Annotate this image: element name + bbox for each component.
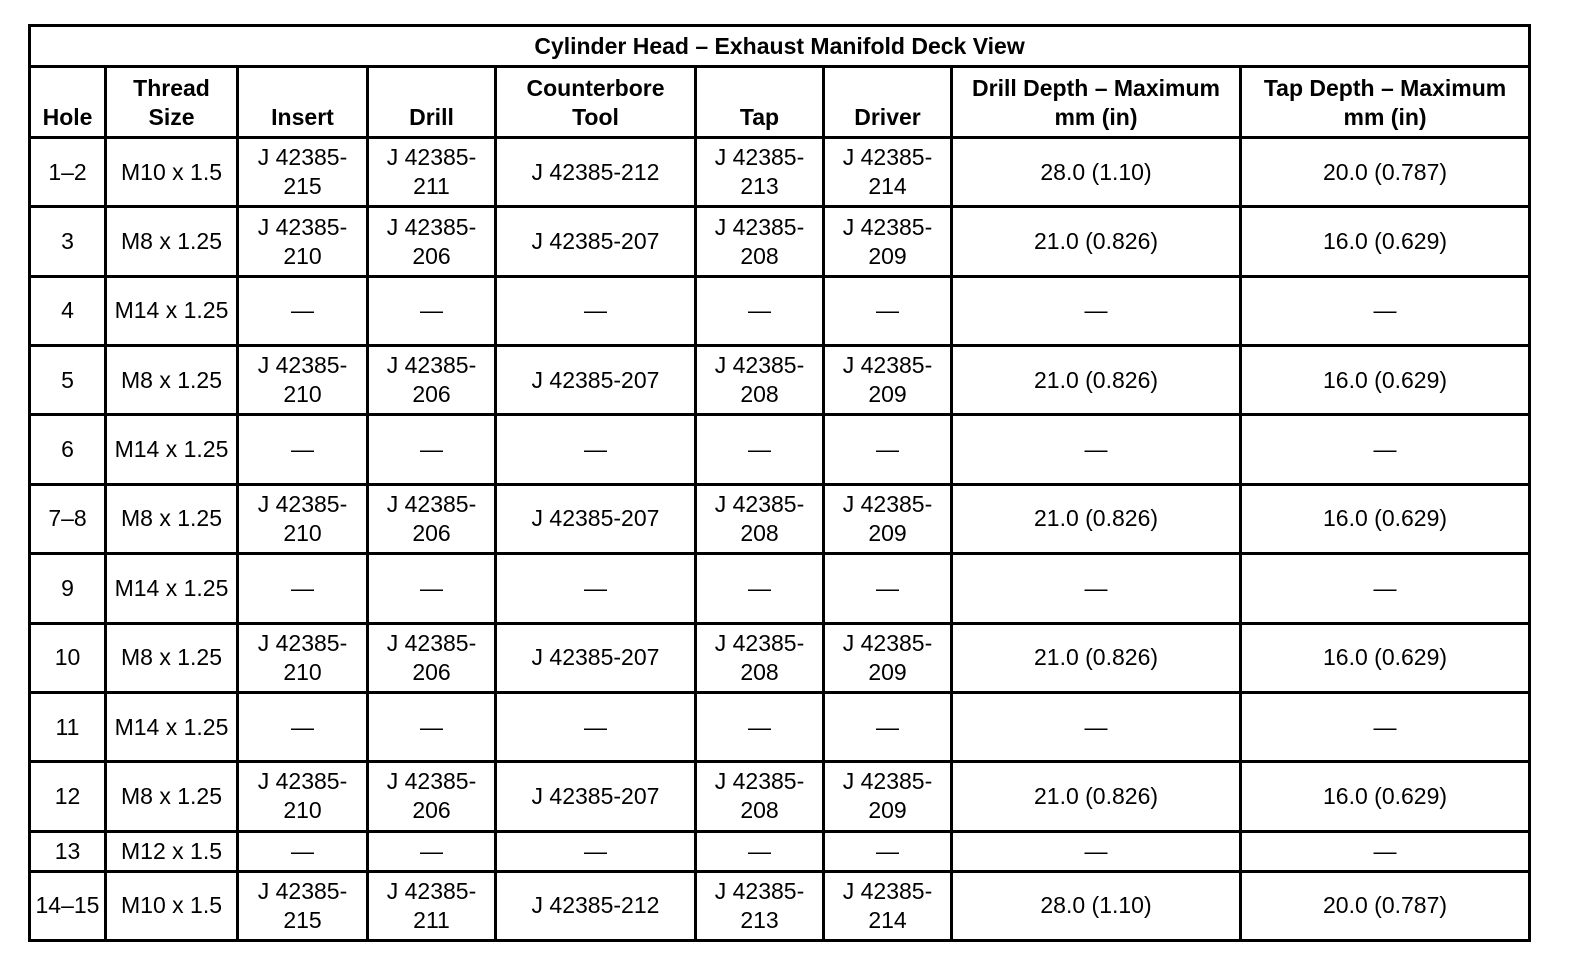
cell-hole: 11 — [30, 692, 106, 761]
cell-tap-depth: — — [1241, 692, 1530, 761]
cell-drill-depth: 28.0 (1.10) — [952, 138, 1241, 207]
cell-counterbore-tool: — — [496, 554, 696, 623]
cell-counterbore-tool: J 42385-207 — [496, 207, 696, 276]
cell-tap: J 42385-213 — [696, 871, 824, 940]
cell-counterbore-tool: J 42385-207 — [496, 484, 696, 553]
column-header-row — [30, 67, 1530, 138]
cell-hole: 7–8 — [30, 484, 106, 553]
cell-tap: — — [696, 831, 824, 871]
cell-drill-depth: 21.0 (0.826) — [952, 484, 1241, 553]
cell-insert: J 42385-215 — [238, 138, 368, 207]
cell-drill: — — [368, 831, 496, 871]
cell-drill-depth: 21.0 (0.826) — [952, 207, 1241, 276]
spec-table-frame — [28, 24, 1528, 942]
cell-driver: J 42385-209 — [824, 623, 952, 692]
cell-tap-depth: — — [1241, 831, 1530, 871]
cell-driver: J 42385-209 — [824, 762, 952, 831]
cell-tap: — — [696, 415, 824, 484]
cell-tap: J 42385-208 — [696, 762, 824, 831]
cell-tap-depth: 16.0 (0.629) — [1241, 207, 1530, 276]
cell-drill-depth: 28.0 (1.10) — [952, 871, 1241, 940]
cell-counterbore-tool: J 42385-207 — [496, 762, 696, 831]
cell-driver: — — [824, 276, 952, 345]
table-row — [30, 554, 1530, 623]
cell-drill-depth: — — [952, 554, 1241, 623]
cell-tap: J 42385-213 — [696, 138, 824, 207]
cell-tap-depth: 20.0 (0.787) — [1241, 871, 1530, 940]
column-header-drill-depth: Drill Depth – Maximum mm (in) — [952, 67, 1241, 138]
cell-drill: J 42385-206 — [368, 484, 496, 553]
table-title: Cylinder Head – Exhaust Manifold Deck View — [30, 26, 1530, 67]
cell-tap: J 42385-208 — [696, 623, 824, 692]
cell-insert: — — [238, 554, 368, 623]
column-header-insert: Insert — [238, 67, 368, 138]
cell-tap-depth: 16.0 (0.629) — [1241, 623, 1530, 692]
cell-counterbore-tool: J 42385-212 — [496, 138, 696, 207]
cell-hole: 4 — [30, 276, 106, 345]
cell-drill-depth: — — [952, 692, 1241, 761]
cell-tap: J 42385-208 — [696, 346, 824, 415]
cell-thread-size: M14 x 1.25 — [106, 554, 238, 623]
cell-thread-size: M8 x 1.25 — [106, 762, 238, 831]
cell-counterbore-tool: — — [496, 692, 696, 761]
cell-insert: J 42385-210 — [238, 762, 368, 831]
table-row — [30, 138, 1530, 207]
cell-tap: J 42385-208 — [696, 207, 824, 276]
cell-counterbore-tool: — — [496, 831, 696, 871]
table-row — [30, 207, 1530, 276]
cell-thread-size: M14 x 1.25 — [106, 276, 238, 345]
cell-drill: J 42385-206 — [368, 207, 496, 276]
cell-insert: J 42385-210 — [238, 623, 368, 692]
cell-drill-depth: — — [952, 415, 1241, 484]
cell-thread-size: M10 x 1.5 — [106, 871, 238, 940]
cell-thread-size: M8 x 1.25 — [106, 346, 238, 415]
cell-tap: — — [696, 554, 824, 623]
cell-driver: J 42385-209 — [824, 207, 952, 276]
table-row — [30, 692, 1530, 761]
cell-drill: J 42385-206 — [368, 623, 496, 692]
cell-drill-depth: — — [952, 831, 1241, 871]
column-header-hole: Hole — [30, 67, 106, 138]
cell-drill: J 42385-211 — [368, 871, 496, 940]
column-header-tap-depth: Tap Depth – Maximum mm (in) — [1241, 67, 1530, 138]
cell-tap-depth: — — [1241, 554, 1530, 623]
cell-insert: J 42385-210 — [238, 484, 368, 553]
cell-insert: J 42385-210 — [238, 346, 368, 415]
cell-driver: — — [824, 831, 952, 871]
table-row — [30, 762, 1530, 831]
cell-hole: 5 — [30, 346, 106, 415]
cell-tap-depth: 20.0 (0.787) — [1241, 138, 1530, 207]
cell-hole: 12 — [30, 762, 106, 831]
column-header-driver: Driver — [824, 67, 952, 138]
cell-driver: J 42385-209 — [824, 484, 952, 553]
cell-tap-depth: 16.0 (0.629) — [1241, 762, 1530, 831]
cell-drill-depth: 21.0 (0.826) — [952, 623, 1241, 692]
cell-driver: — — [824, 554, 952, 623]
cell-tap-depth: 16.0 (0.629) — [1241, 346, 1530, 415]
cell-drill: — — [368, 554, 496, 623]
cell-tap: — — [696, 692, 824, 761]
cell-driver: J 42385-214 — [824, 871, 952, 940]
cell-driver: J 42385-214 — [824, 138, 952, 207]
column-header-tap: Tap — [696, 67, 824, 138]
table-row — [30, 871, 1530, 940]
cell-drill: — — [368, 415, 496, 484]
cell-counterbore-tool: J 42385-207 — [496, 346, 696, 415]
table-row — [30, 831, 1530, 871]
cell-counterbore-tool: — — [496, 276, 696, 345]
cell-counterbore-tool: J 42385-207 — [496, 623, 696, 692]
cell-insert: — — [238, 276, 368, 345]
cell-drill: — — [368, 692, 496, 761]
cell-insert: — — [238, 831, 368, 871]
cell-tap-depth: — — [1241, 415, 1530, 484]
table-row — [30, 276, 1530, 345]
cell-hole: 14–15 — [30, 871, 106, 940]
cell-drill: J 42385-206 — [368, 346, 496, 415]
cell-hole: 10 — [30, 623, 106, 692]
cell-drill: J 42385-206 — [368, 762, 496, 831]
table-row — [30, 346, 1530, 415]
cell-tap: — — [696, 276, 824, 345]
cell-driver: — — [824, 415, 952, 484]
cell-thread-size: M8 x 1.25 — [106, 623, 238, 692]
cell-hole: 1–2 — [30, 138, 106, 207]
cell-thread-size: M14 x 1.25 — [106, 692, 238, 761]
cell-thread-size: M14 x 1.25 — [106, 415, 238, 484]
table-row — [30, 484, 1530, 553]
cell-hole: 3 — [30, 207, 106, 276]
cell-driver: J 42385-209 — [824, 346, 952, 415]
cell-drill-depth: — — [952, 276, 1241, 345]
cell-insert: J 42385-210 — [238, 207, 368, 276]
cell-thread-size: M8 x 1.25 — [106, 484, 238, 553]
table-row — [30, 623, 1530, 692]
cell-drill-depth: 21.0 (0.826) — [952, 346, 1241, 415]
cell-tap: J 42385-208 — [696, 484, 824, 553]
cell-insert: J 42385-215 — [238, 871, 368, 940]
cell-hole: 9 — [30, 554, 106, 623]
column-header-counterbore-tool: Counterbore Tool — [496, 67, 696, 138]
table-row — [30, 415, 1530, 484]
cell-thread-size: M8 x 1.25 — [106, 207, 238, 276]
cell-drill-depth: 21.0 (0.826) — [952, 762, 1241, 831]
cell-hole: 6 — [30, 415, 106, 484]
cell-tap-depth: 16.0 (0.629) — [1241, 484, 1530, 553]
cell-tap-depth: — — [1241, 276, 1530, 345]
cell-drill: J 42385-211 — [368, 138, 496, 207]
cell-thread-size: M10 x 1.5 — [106, 138, 238, 207]
cell-driver: — — [824, 692, 952, 761]
cell-insert: — — [238, 415, 368, 484]
cell-drill: — — [368, 276, 496, 345]
exhaust-manifold-spec-table — [28, 24, 1531, 942]
cell-counterbore-tool: — — [496, 415, 696, 484]
column-header-thread-size: Thread Size — [106, 67, 238, 138]
cell-thread-size: M12 x 1.5 — [106, 831, 238, 871]
cell-hole: 13 — [30, 831, 106, 871]
cell-counterbore-tool: J 42385-212 — [496, 871, 696, 940]
cell-insert: — — [238, 692, 368, 761]
column-header-drill: Drill — [368, 67, 496, 138]
